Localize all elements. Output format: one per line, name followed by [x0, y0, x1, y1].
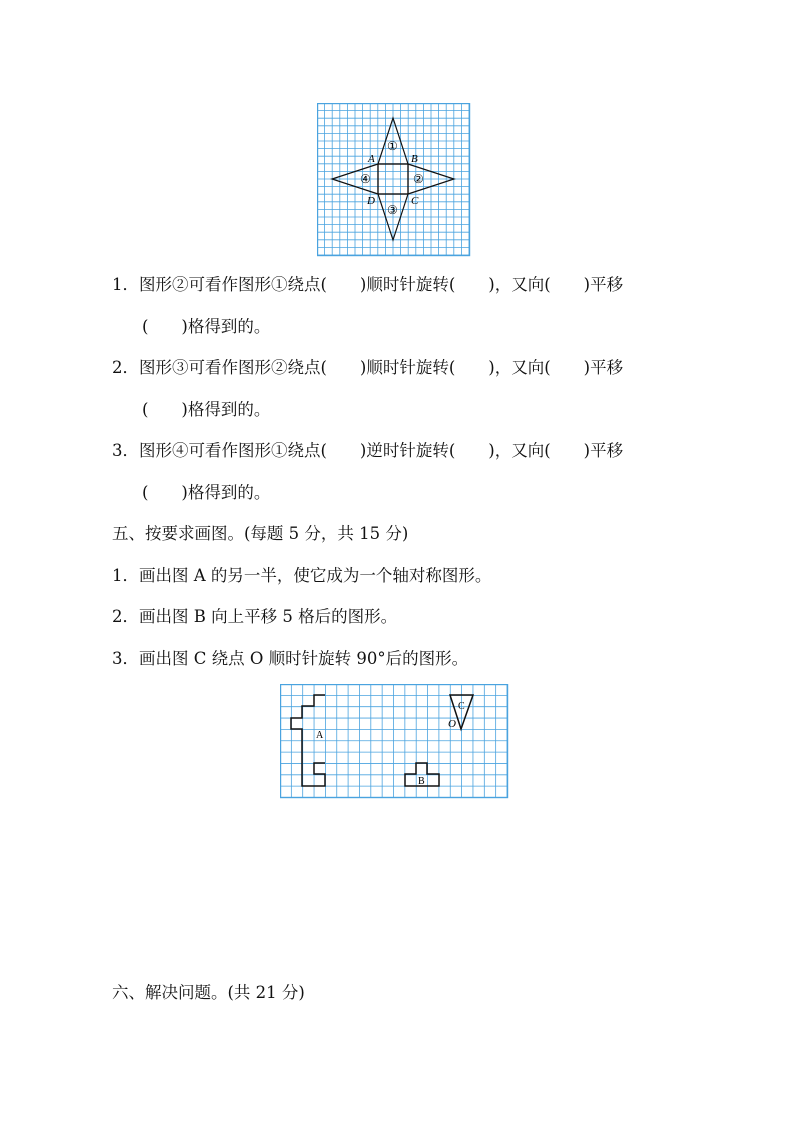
figure2-label-A: A: [316, 730, 324, 741]
section5-item-3: 3．画出图 C 绕点 O 顺时针旋转 90°后的图形。: [112, 649, 469, 668]
section5-title: 五、按要求画图。(每题 5 分，共 15 分): [112, 524, 409, 543]
drawing-figure: [280, 684, 509, 799]
label-B: B: [411, 153, 418, 165]
label-A: A: [368, 153, 375, 165]
label-C: C: [411, 195, 419, 207]
shape-3-label: ③: [387, 203, 398, 217]
section6-title: 六、解决问题。(共 21 分): [112, 983, 305, 1002]
shape-1-label: ①: [387, 139, 398, 153]
q4-1-line1: 1．图形②可看作图形①绕点( )顺时针旋转( )，又向( )平移: [112, 275, 624, 294]
q4-2-line2: ( )格得到的。: [142, 400, 271, 419]
q4-3-line1: 3．图形④可看作图形①绕点( )逆时针旋转( )，又向( )平移: [112, 441, 624, 460]
figure2-label-C: C: [458, 701, 465, 712]
shape-2-label: ②: [413, 172, 424, 186]
q4-3-line2: ( )格得到的。: [142, 483, 271, 502]
figure2-label-O: O: [448, 718, 456, 730]
figure1-grid: [317, 103, 470, 256]
q4-2-line1: 2．图形③可看作图形②绕点( )顺时针旋转( )，又向( )平移: [112, 358, 624, 377]
rotation-figure: [317, 103, 471, 257]
figure1-border: [318, 104, 470, 256]
section5-item-1: 1．画出图 A 的另一半，使它成为一个轴对称图形。: [112, 566, 492, 585]
q4-1-line2: ( )格得到的。: [142, 317, 271, 336]
shape-4-label: ④: [360, 172, 371, 186]
figure2-label-B: B: [418, 776, 425, 787]
section5-item-2: 2．画出图 B 向上平移 5 格后的图形。: [112, 607, 398, 626]
label-D: D: [367, 195, 375, 207]
